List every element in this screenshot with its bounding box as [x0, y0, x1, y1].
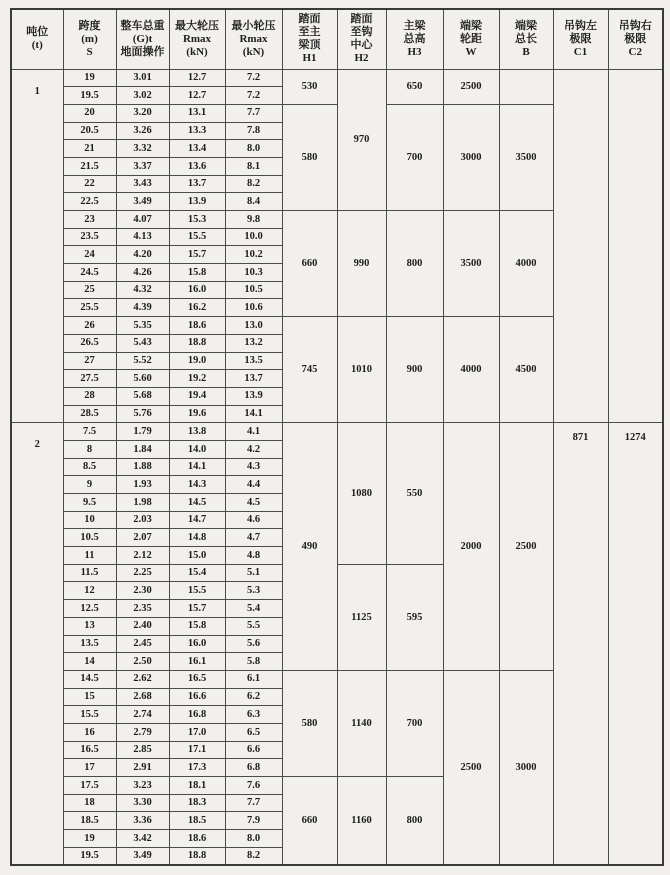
cell-rmin: 4.2	[225, 440, 282, 458]
cell-span: 9	[63, 476, 116, 494]
tonnage-cell: 1	[11, 69, 63, 423]
cell-weight: 2.30	[116, 582, 169, 600]
col-header-weight	[116, 9, 169, 69]
cell-weight: 5.43	[116, 334, 169, 352]
cell-rmax: 19.0	[169, 352, 225, 370]
cell-rmin: 10.2	[225, 246, 282, 264]
cell-span: 26	[63, 317, 116, 335]
cell-span: 16	[63, 723, 116, 741]
cell-weight: 4.20	[116, 246, 169, 264]
cell-weight: 5.76	[116, 405, 169, 423]
cell-span: 9.5	[63, 494, 116, 512]
cell-span: 24.5	[63, 264, 116, 282]
cell-rmax: 14.7	[169, 511, 225, 529]
header-line: 主梁	[403, 19, 426, 32]
cell-rmin: 13.7	[225, 370, 282, 388]
cell-span: 22.5	[63, 193, 116, 211]
cell-rmax: 15.4	[169, 564, 225, 582]
cell-h2: 990	[337, 211, 386, 317]
cell-rmax: 15.7	[169, 246, 225, 264]
header-line: 轮距	[460, 32, 482, 45]
cell-rmax: 13.3	[169, 122, 225, 140]
cell-rmin: 5.3	[225, 582, 282, 600]
spec-row	[11, 69, 663, 87]
cell-rmin: 9.8	[225, 211, 282, 229]
cell-rmax: 13.1	[169, 104, 225, 122]
cell-span: 17	[63, 759, 116, 777]
cell-span: 7.5	[63, 423, 116, 441]
cell-span: 15	[63, 688, 116, 706]
header-line: 梁顶	[298, 39, 321, 52]
cell-rmin: 7.6	[225, 777, 282, 795]
cell-span: 21.5	[63, 157, 116, 175]
cell-rmin: 4.4	[225, 476, 282, 494]
header-line: 最小轮压	[231, 19, 276, 32]
cell-weight: 2.74	[116, 706, 169, 724]
table-header	[11, 9, 663, 69]
cell-weight: 1.88	[116, 458, 169, 476]
cell-weight: 2.79	[116, 723, 169, 741]
cell-rmin: 4.8	[225, 547, 282, 565]
cell-rmax: 15.0	[169, 547, 225, 565]
cell-span: 25.5	[63, 299, 116, 317]
cell-rmin: 4.7	[225, 529, 282, 547]
cell-rmin: 13.9	[225, 387, 282, 405]
cell-h1: 530	[282, 69, 337, 104]
cell-rmin: 8.1	[225, 157, 282, 175]
header-line: 踏面	[350, 13, 373, 26]
cell-span: 13	[63, 617, 116, 635]
header-line: 跨度	[78, 19, 101, 32]
cell-span: 19.5	[63, 847, 116, 865]
cell-span: 17.5	[63, 777, 116, 795]
cell-rmax: 14.1	[169, 458, 225, 476]
cell-rmin: 8.2	[225, 175, 282, 193]
cell-span: 10.5	[63, 529, 116, 547]
cell-rmax: 16.5	[169, 670, 225, 688]
cell-rmax: 16.6	[169, 688, 225, 706]
header-line: 至钩	[350, 26, 373, 39]
cell-c2: 1274	[608, 423, 663, 865]
cell-weight: 1.98	[116, 494, 169, 512]
cell-weight: 3.43	[116, 175, 169, 193]
cell-h2: 970	[337, 69, 386, 211]
cell-rmin: 6.6	[225, 741, 282, 759]
header-line: C2	[628, 45, 642, 58]
cell-h3: 800	[386, 211, 443, 317]
cell-rmax: 19.6	[169, 405, 225, 423]
cell-weight: 5.52	[116, 352, 169, 370]
cell-span: 20	[63, 104, 116, 122]
tonnage-cell: 2	[11, 423, 63, 865]
header-line: Rmax	[182, 32, 212, 45]
header-line: (kN)	[186, 45, 208, 58]
cell-span: 14.5	[63, 670, 116, 688]
cell-c1: 871	[553, 423, 608, 865]
cell-h2: 1140	[337, 670, 386, 776]
cell-w: 3000	[443, 104, 499, 210]
cell-weight: 3.32	[116, 140, 169, 158]
cell-rmax: 13.9	[169, 193, 225, 211]
cell-span: 10	[63, 511, 116, 529]
cell-rmax: 18.1	[169, 777, 225, 795]
cell-rmax: 15.8	[169, 617, 225, 635]
cell-rmin: 6.8	[225, 759, 282, 777]
cell-weight: 3.49	[116, 193, 169, 211]
header-line: 整车总重	[120, 19, 165, 32]
cell-rmin: 5.8	[225, 653, 282, 671]
header-line: H1	[302, 52, 317, 65]
cell-rmin: 8.2	[225, 847, 282, 865]
cell-rmin: 13.2	[225, 334, 282, 352]
cell-rmin: 8.4	[225, 193, 282, 211]
header-line: 总高	[403, 32, 426, 45]
cell-weight: 1.84	[116, 440, 169, 458]
header-line: 吊钩左	[564, 19, 597, 32]
cell-c2	[608, 69, 663, 423]
header-line: B	[522, 45, 530, 58]
cell-rmax: 18.8	[169, 334, 225, 352]
cell-rmin: 4.3	[225, 458, 282, 476]
cell-b	[499, 69, 553, 104]
cell-rmin: 14.1	[225, 405, 282, 423]
cell-h2: 1160	[337, 777, 386, 865]
cell-rmax: 17.3	[169, 759, 225, 777]
cell-rmin: 6.5	[225, 723, 282, 741]
cell-weight: 1.79	[116, 423, 169, 441]
cell-span: 23	[63, 211, 116, 229]
cell-w: 3500	[443, 211, 499, 317]
header-line: 端梁	[515, 19, 537, 32]
header-line: 端梁	[460, 19, 482, 32]
cell-rmax: 18.5	[169, 812, 225, 830]
header-line: 至主	[298, 26, 321, 39]
header-line: (m)	[81, 32, 98, 45]
col-header-rmax	[169, 9, 225, 69]
cell-weight: 1.93	[116, 476, 169, 494]
cell-h1: 745	[282, 317, 337, 423]
cell-rmin: 5.5	[225, 617, 282, 635]
cell-span: 12.5	[63, 600, 116, 618]
cell-weight: 3.01	[116, 69, 169, 87]
cell-h1: 660	[282, 777, 337, 865]
header-line: 最大轮压	[175, 19, 219, 32]
cell-h3: 550	[386, 423, 443, 565]
cell-w: 2000	[443, 423, 499, 671]
cell-rmax: 14.8	[169, 529, 225, 547]
cell-h1: 580	[282, 670, 337, 776]
col-header-c1	[553, 9, 608, 69]
cell-rmin: 10.3	[225, 264, 282, 282]
cell-span: 8.5	[63, 458, 116, 476]
cell-span: 11	[63, 547, 116, 565]
cell-span: 11.5	[63, 564, 116, 582]
col-header-rmin	[225, 9, 282, 69]
col-header-span	[63, 9, 116, 69]
cell-rmax: 14.3	[169, 476, 225, 494]
cell-rmin: 4.1	[225, 423, 282, 441]
cell-weight: 2.25	[116, 564, 169, 582]
cell-weight: 5.35	[116, 317, 169, 335]
cell-rmax: 15.5	[169, 582, 225, 600]
cell-rmax: 16.0	[169, 635, 225, 653]
cell-h3: 595	[386, 564, 443, 670]
cell-weight: 3.26	[116, 122, 169, 140]
cell-rmax: 16.1	[169, 653, 225, 671]
header-line: W	[465, 45, 477, 58]
col-header-h1	[282, 9, 337, 69]
cell-weight: 3.20	[116, 104, 169, 122]
cell-weight: 3.36	[116, 812, 169, 830]
cell-span: 28	[63, 387, 116, 405]
header-line: 吨位	[26, 26, 49, 39]
cell-rmax: 13.8	[169, 423, 225, 441]
cell-h2: 1010	[337, 317, 386, 423]
cell-weight: 2.68	[116, 688, 169, 706]
header-line: H3	[407, 45, 422, 58]
cell-span: 13.5	[63, 635, 116, 653]
cell-span: 18	[63, 794, 116, 812]
col-header-h3	[386, 9, 443, 69]
cell-weight: 5.68	[116, 387, 169, 405]
cell-weight: 4.13	[116, 228, 169, 246]
cell-rmax: 15.5	[169, 228, 225, 246]
cell-rmin: 6.3	[225, 706, 282, 724]
cell-rmin: 7.7	[225, 794, 282, 812]
cell-span: 14	[63, 653, 116, 671]
cell-rmin: 10.6	[225, 299, 282, 317]
table-body	[11, 69, 663, 865]
cell-rmin: 6.2	[225, 688, 282, 706]
cell-rmin: 8.0	[225, 140, 282, 158]
header-row	[11, 9, 663, 69]
cell-rmax: 12.7	[169, 87, 225, 105]
cell-rmin: 4.5	[225, 494, 282, 512]
cell-h2: 1125	[337, 564, 386, 670]
cell-span: 27.5	[63, 370, 116, 388]
cell-rmax: 13.4	[169, 140, 225, 158]
cell-rmax: 15.3	[169, 211, 225, 229]
cell-span: 26.5	[63, 334, 116, 352]
cell-rmin: 7.7	[225, 104, 282, 122]
header-line: (kN)	[242, 45, 265, 58]
cell-span: 19.5	[63, 87, 116, 105]
cell-rmax: 18.6	[169, 830, 225, 848]
cell-weight: 2.40	[116, 617, 169, 635]
cell-rmin: 10.5	[225, 281, 282, 299]
cell-w: 2500	[443, 670, 499, 865]
cell-span: 25	[63, 281, 116, 299]
cell-rmin: 13.0	[225, 317, 282, 335]
cell-span: 18.5	[63, 812, 116, 830]
cell-rmax: 12.7	[169, 69, 225, 87]
header-line: 地面操作	[120, 45, 165, 58]
cell-rmin: 7.8	[225, 122, 282, 140]
cell-rmax: 18.8	[169, 847, 225, 865]
col-header-h2	[337, 9, 386, 69]
cell-h3: 800	[386, 777, 443, 865]
header-line: 踏面	[298, 13, 321, 26]
cell-span: 28.5	[63, 405, 116, 423]
col-header-b	[499, 9, 553, 69]
cell-w: 2500	[443, 69, 499, 104]
cell-span: 16.5	[63, 741, 116, 759]
header-line: S	[86, 45, 93, 58]
cell-rmax: 17.0	[169, 723, 225, 741]
header-line: 极限	[569, 32, 592, 45]
cell-rmin: 7.2	[225, 87, 282, 105]
header-line: 中心	[350, 39, 373, 52]
col-header-c2	[608, 9, 663, 69]
cell-weight: 3.23	[116, 777, 169, 795]
cell-h3: 650	[386, 69, 443, 104]
cell-h2: 1080	[337, 423, 386, 565]
cell-rmax: 17.1	[169, 741, 225, 759]
cell-rmax: 16.2	[169, 299, 225, 317]
cell-rmin: 8.0	[225, 830, 282, 848]
header-line: 吊钩右	[618, 19, 652, 32]
cell-b: 3000	[499, 670, 553, 865]
cell-weight: 3.30	[116, 794, 169, 812]
cell-rmin: 13.5	[225, 352, 282, 370]
cell-b: 4000	[499, 211, 553, 317]
cell-rmax: 16.8	[169, 706, 225, 724]
cell-weight: 3.42	[116, 830, 169, 848]
cell-span: 8	[63, 440, 116, 458]
cell-h3: 700	[386, 104, 443, 210]
cell-rmax: 16.0	[169, 281, 225, 299]
cell-weight: 2.45	[116, 635, 169, 653]
cell-h3: 900	[386, 317, 443, 423]
col-header-w	[443, 9, 499, 69]
header-line: C1	[573, 45, 588, 58]
cell-rmax: 19.4	[169, 387, 225, 405]
cell-span: 27	[63, 352, 116, 370]
cell-b: 2500	[499, 423, 553, 671]
cell-span: 23.5	[63, 228, 116, 246]
header-line: 极限	[624, 32, 647, 45]
cell-weight: 4.39	[116, 299, 169, 317]
cell-rmax: 18.6	[169, 317, 225, 335]
cell-h1: 490	[282, 423, 337, 671]
cell-rmin: 5.6	[225, 635, 282, 653]
crane-spec-table	[10, 8, 664, 866]
cell-rmin: 5.1	[225, 564, 282, 582]
cell-span: 20.5	[63, 122, 116, 140]
spec-row	[11, 423, 663, 441]
cell-span: 12	[63, 582, 116, 600]
cell-rmin: 6.1	[225, 670, 282, 688]
cell-weight: 2.07	[116, 529, 169, 547]
cell-w: 4000	[443, 317, 499, 423]
cell-rmin: 4.6	[225, 511, 282, 529]
cell-span: 19	[63, 69, 116, 87]
cell-span: 21	[63, 140, 116, 158]
cell-rmax: 13.6	[169, 157, 225, 175]
cell-rmax: 19.2	[169, 370, 225, 388]
cell-weight: 2.62	[116, 670, 169, 688]
cell-span: 22	[63, 175, 116, 193]
cell-weight: 2.85	[116, 741, 169, 759]
header-line: Rmax	[239, 32, 268, 45]
cell-rmax: 15.8	[169, 264, 225, 282]
cell-rmin: 5.4	[225, 600, 282, 618]
cell-rmax: 14.0	[169, 440, 225, 458]
cell-rmin: 10.0	[225, 228, 282, 246]
cell-weight: 2.03	[116, 511, 169, 529]
cell-weight: 4.32	[116, 281, 169, 299]
cell-weight: 4.07	[116, 211, 169, 229]
cell-b: 4500	[499, 317, 553, 423]
cell-weight: 5.60	[116, 370, 169, 388]
cell-rmax: 13.7	[169, 175, 225, 193]
header-line: (t)	[31, 39, 43, 52]
cell-h1: 580	[282, 104, 337, 210]
cell-rmax: 18.3	[169, 794, 225, 812]
cell-span: 19	[63, 830, 116, 848]
cell-weight: 2.50	[116, 653, 169, 671]
cell-rmin: 7.2	[225, 69, 282, 87]
cell-weight: 4.26	[116, 264, 169, 282]
cell-weight: 2.12	[116, 547, 169, 565]
cell-weight: 3.37	[116, 157, 169, 175]
header-line: 总长	[515, 32, 537, 45]
header-line: (G)t	[132, 32, 153, 45]
cell-span: 15.5	[63, 706, 116, 724]
cell-weight: 2.91	[116, 759, 169, 777]
cell-c1	[553, 69, 608, 423]
cell-weight: 3.49	[116, 847, 169, 865]
cell-span: 24	[63, 246, 116, 264]
cell-rmin: 7.9	[225, 812, 282, 830]
cell-weight: 2.35	[116, 600, 169, 618]
cell-h3: 700	[386, 670, 443, 776]
header-line: H2	[354, 52, 369, 65]
cell-rmax: 14.5	[169, 494, 225, 512]
cell-h1: 660	[282, 211, 337, 317]
col-header-tonnage	[11, 9, 63, 69]
cell-b: 3500	[499, 104, 553, 210]
cell-weight: 3.02	[116, 87, 169, 105]
cell-rmax: 15.7	[169, 600, 225, 618]
